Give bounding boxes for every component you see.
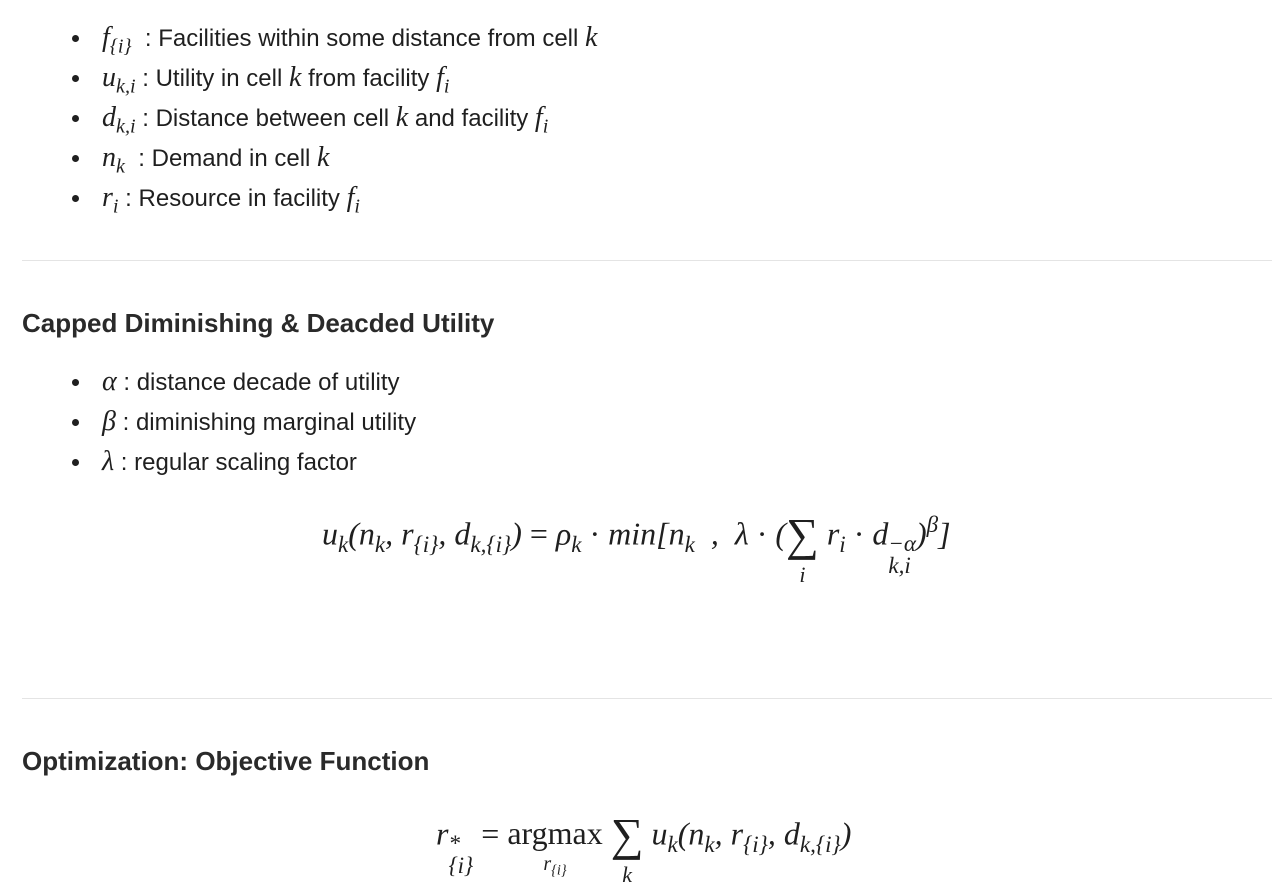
bullet-icon — [72, 379, 79, 386]
math-symbol: $r_i$ — [102, 182, 119, 218]
definition-text: : regular scaling factor — [114, 449, 357, 476]
list-item: $f_{\{i\}}$ : Facilities within some distance from cell k — [68, 18, 597, 58]
definition-text: : Resource in facility — [118, 185, 347, 212]
bullet-icon — [72, 115, 79, 122]
math-symbol: $n_k$ — [102, 142, 125, 178]
parameter-list — [68, 362, 416, 482]
list-item: $r_i$ : Resource in facility $f_i$ — [68, 178, 597, 218]
section-divider — [22, 260, 1272, 261]
bullet-icon — [72, 155, 79, 162]
definition-text: : Distance between cell — [135, 105, 396, 132]
section-heading-optimization: Optimization: Objective Function — [22, 746, 430, 776]
list-item — [68, 362, 416, 402]
list-item: $d_{k,i}$ : Distance between cell k and facility $f_i$ — [68, 98, 597, 138]
definition-text: : diminishing marginal utility — [115, 409, 417, 436]
math-symbol: $d_{k,i}$ — [102, 102, 136, 138]
section-heading-utility: Capped Diminishing & Deacded Utility — [22, 308, 495, 338]
bullet-icon — [72, 35, 79, 42]
list-item — [68, 402, 416, 442]
list-item: $u_{k,i}$ : Utility in cell k from facility $f_i$ — [68, 58, 597, 98]
variable-definitions-list — [68, 18, 597, 218]
definition-text: : Utility in cell — [135, 65, 289, 92]
math-symbol: $u_{k,i}$ — [102, 62, 136, 98]
bullet-icon — [72, 459, 79, 466]
math-symbol: β — [102, 406, 116, 437]
bullet-icon — [72, 419, 79, 426]
definition-text: : distance decade of utility — [116, 369, 400, 396]
utility-equation: $u_k(n_k$, $r_{\{i\}}$, $d_{k,\{i\}}) = \rho_k \cdot \min[n_k$ , λ · (∑ i $r_i \cdot d$ −α k,i )$^\beta$] — [322, 509, 951, 587]
summation-icon: ∑ k — [610, 809, 644, 887]
objective-equation: r * {i} = argmax $r_{\{i\}}$ ∑ k $u_k(n_k$, $r_{\{i\}}$, $d_{k,\{i\}}$) — [436, 809, 852, 887]
argmax-operator: argmax $r_{\{i\}}$ — [507, 815, 603, 880]
list-item: $n_k$ : Demand in cell k — [68, 138, 597, 178]
list-item — [68, 442, 416, 482]
math-symbol: λ — [102, 446, 115, 477]
math-symbol: α — [102, 366, 117, 397]
bullet-icon — [72, 75, 79, 82]
math-symbol: $f_{\{i\}}$ — [102, 22, 132, 58]
summation-icon: ∑ i — [786, 509, 819, 587]
definition-text: : Facilities within some distance from cell — [138, 25, 585, 52]
definition-text: : Demand in cell — [131, 145, 318, 172]
bullet-icon — [72, 195, 79, 202]
section-divider — [22, 698, 1272, 699]
